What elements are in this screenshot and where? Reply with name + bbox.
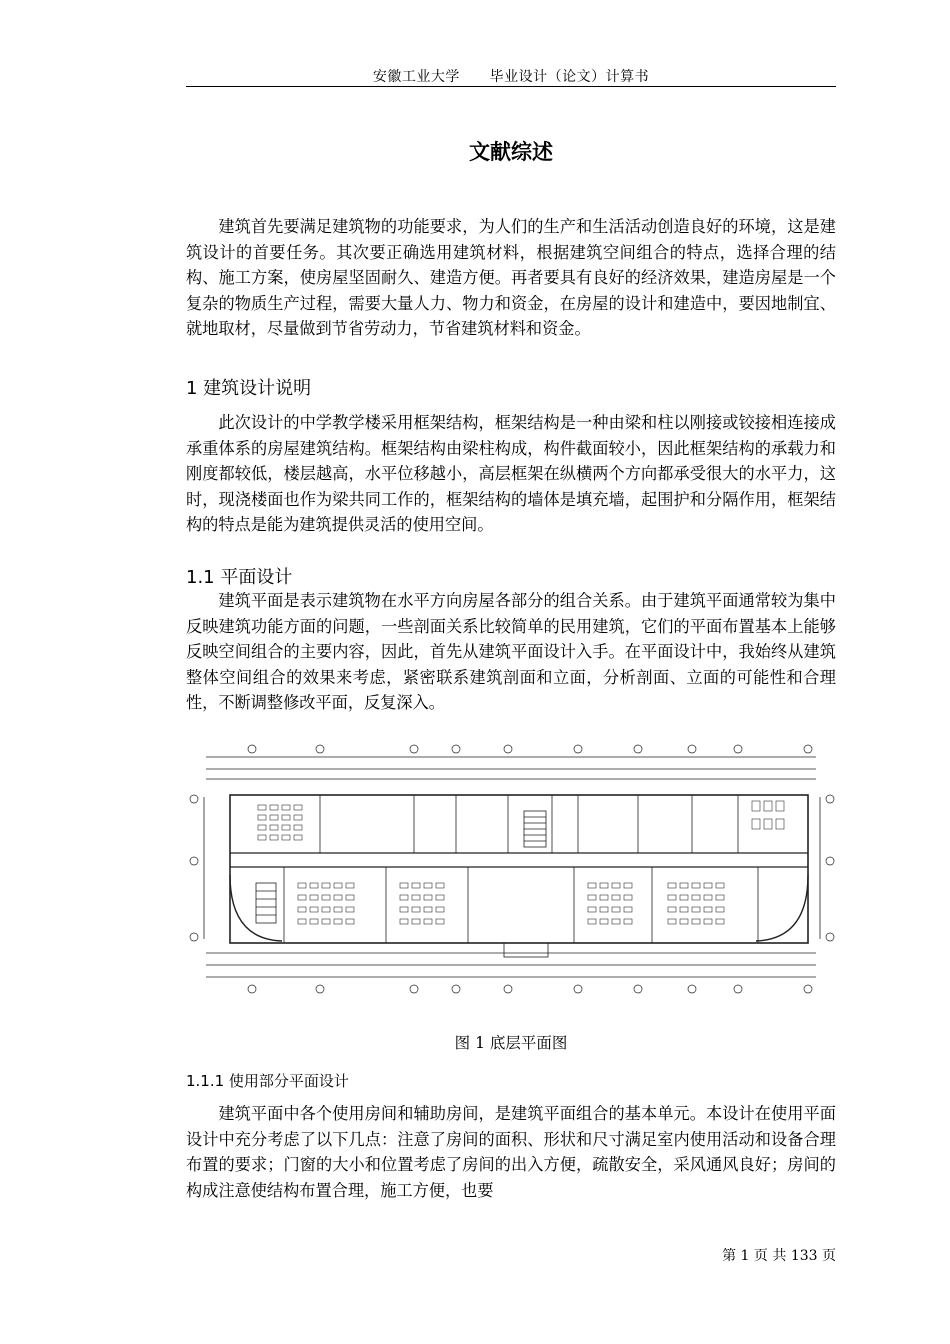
intro-paragraph: 建筑首先要满足建筑物的功能要求，为人们的生产和生活活动创造良好的环境，这是建筑设计的首要任务。其次要正确选用建筑材料，根据建筑空间组合的特点，选择合理的结构、施工方案，使房屋坚固耐久、建造方便。再者要具有良好的经济效果，建造房屋是一个复杂的物质生产过程，需要大量人力、物力和资金，在房屋的设计和建造中，要因地制宜、就地取材，尽量做到节省劳动力，节省建筑材料和资金。 (186, 217, 836, 338)
header-doc-type: 毕业设计（论文）计算书 (489, 69, 650, 85)
section-1-1-paragraph: 建筑平面是表示建筑物在水平方向房屋各部分的组合关系。由于建筑平面通常较为集中反映建筑功能方面的问题，一些剖面关系比较简单的民用建筑，它们的平面布置基本上能够反映空间组合的主要内容，因此，首先从建筑平面设计入手。在平面设计中，我始终从建筑整体空间组合的效果来考虑，紧密联系建筑剖面和立面，分析剖面、立面的可能性和合理性，不断调整修改平面，反复深入。 (186, 591, 836, 712)
section-1-1-1-heading: 1.1.1 使用部分平面设计 (186, 1072, 349, 1090)
header-rule (186, 86, 836, 87)
section-1-1-heading: 1.1 平面设计 (186, 567, 293, 588)
floor-plan-figure (186, 743, 838, 1001)
figure-caption: 图 1 底层平面图 (454, 1034, 568, 1052)
page-header (186, 66, 836, 86)
page-footer: 第 1 页 共 133 页 (722, 1248, 836, 1264)
header-school: 安徽工业大学 (372, 69, 460, 85)
section-1-1-1-paragraph: 建筑平面中各个使用房间和辅助房间，是建筑平面组合的基本单元。本设计在使用平面设计中充分考虑了以下几点：注意了房间的面积、形状和尺寸满足室内使用活动和设备合理布置的要求；门窗的大小和位置考虑了房间的出入方便，疏散安全，采风通风良好；房间的构成注意使结构布置合理，施工方便，也要 (186, 1104, 836, 1200)
page-title: 文献综述 (469, 140, 553, 164)
section-1-paragraph: 此次设计的中学教学楼采用框架结构，框架结构是一种由梁和柱以刚接或铰接相连接成承重体系的房屋建筑结构。框架结构由梁柱构成，构件截面较小，因此框架结构的承载力和刚度都较低，楼层越高，水平位移越小，高层框架在纵横两个方向都承受很大的水平力，这时，现浇楼面也作为梁共同工作的，框架结构的墙体是填充墙，起围护和分隔作用，框架结构的特点是能为建筑提供灵活的使用空间。 (186, 413, 836, 534)
section-1-heading: 1 建筑设计说明 (186, 378, 312, 399)
